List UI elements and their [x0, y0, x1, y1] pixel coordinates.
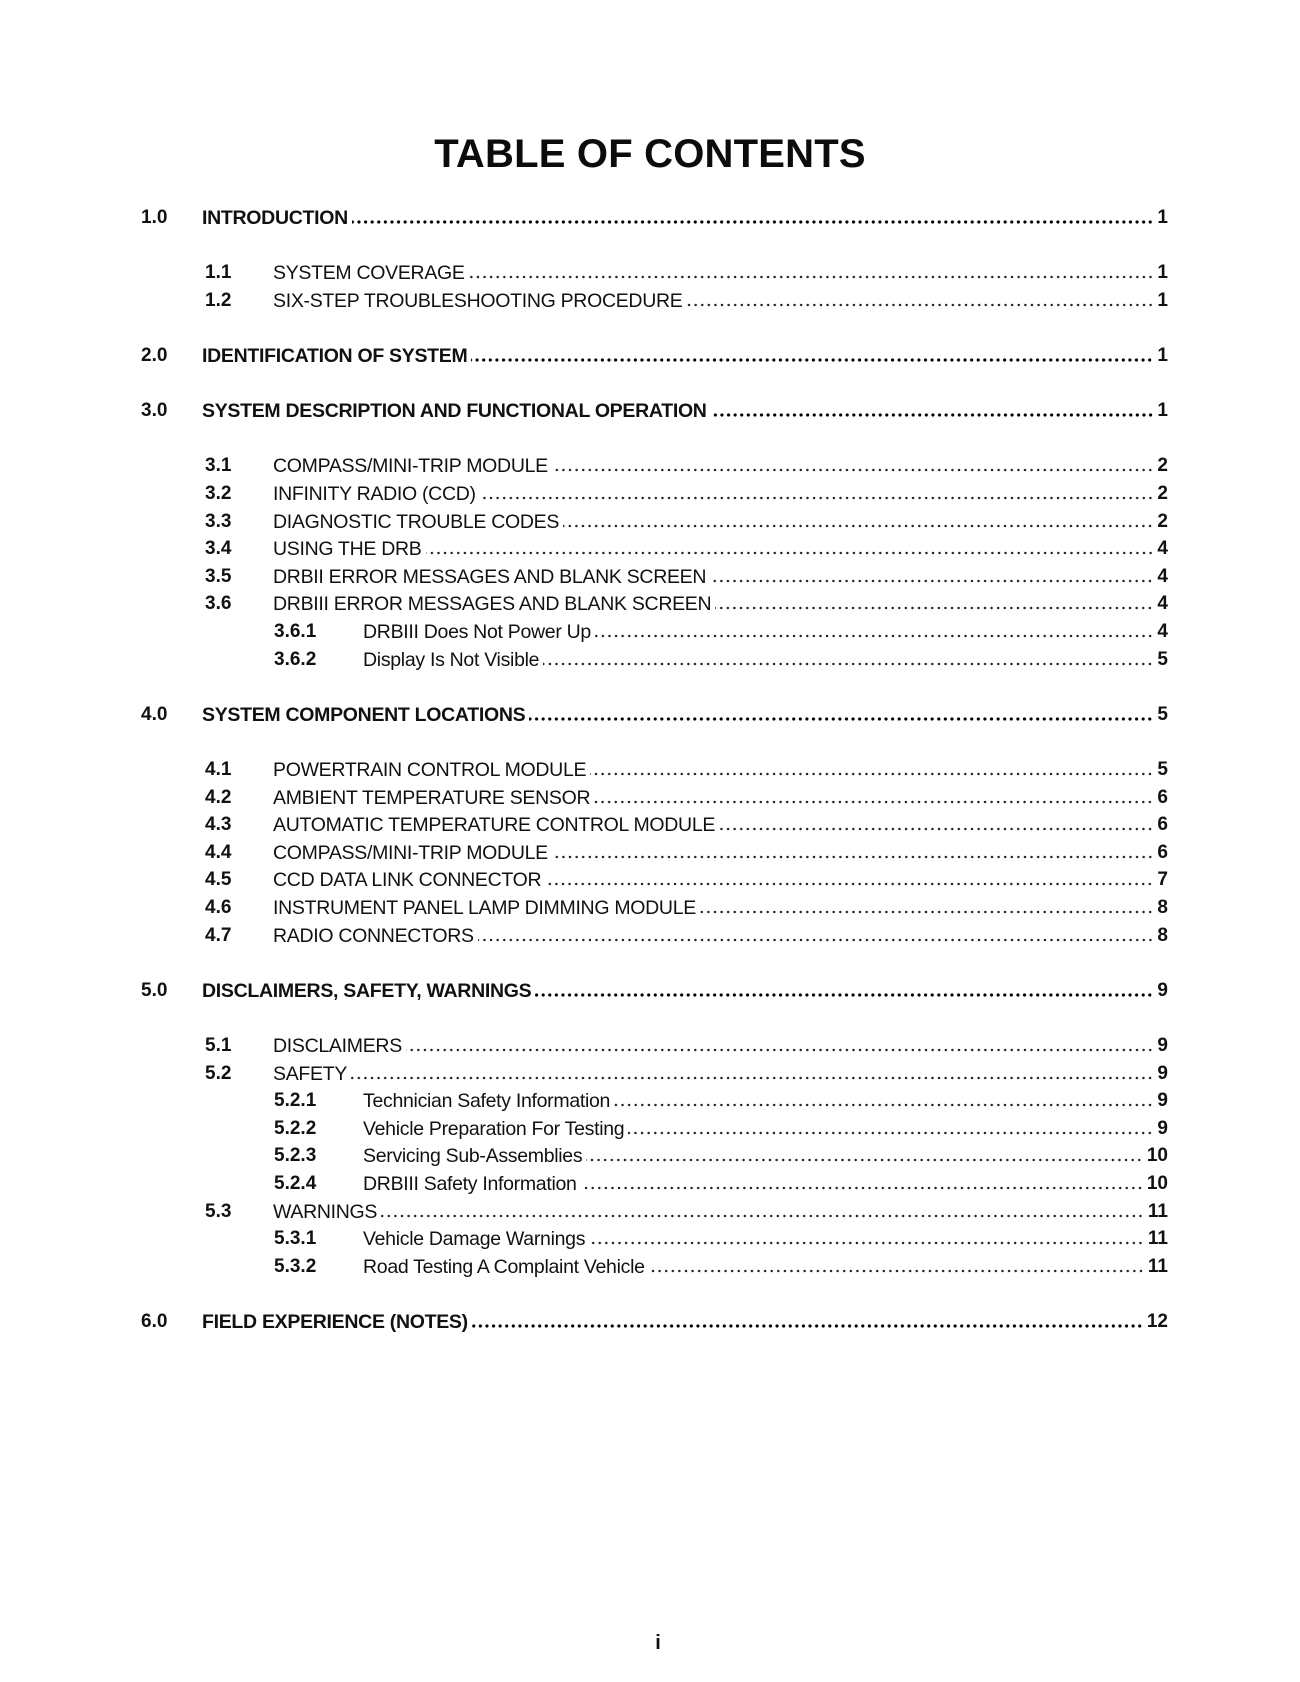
toc-entry-line	[273, 510, 1168, 534]
toc-entry-line	[202, 206, 1168, 230]
toc-subsection-entry[interactable]	[0, 592, 1300, 616]
toc-entry-page-number: 5	[1157, 648, 1168, 670]
dot-leader	[469, 274, 1154, 280]
toc-entry-line	[363, 1227, 1168, 1251]
toc-entry-title[interactable]: SYSTEM COMPONENT LOCATIONS	[202, 703, 529, 727]
toc-entry-title[interactable]: Vehicle Preparation For Testing	[363, 1117, 628, 1141]
toc-entry-line	[273, 482, 1168, 506]
toc-section-entry[interactable]	[0, 1310, 1300, 1334]
dot-leader	[535, 992, 1153, 998]
toc-subsubsection-entry[interactable]	[0, 648, 1300, 672]
toc-entry-number: 2.0	[141, 345, 168, 366]
toc-entry-page-number: 4	[1157, 538, 1168, 560]
toc-entry-line	[273, 537, 1168, 561]
dot-leader	[595, 633, 1153, 639]
toc-entry-title[interactable]: POWERTRAIN CONTROL MODULE	[273, 758, 590, 782]
toc-entry-number: 5.2.1	[274, 1090, 317, 1112]
toc-entry-page-number: 9	[1157, 1062, 1168, 1084]
toc-entry-number: 3.4	[205, 538, 232, 560]
toc-entry-line	[363, 1172, 1168, 1196]
toc-entry-line	[273, 896, 1168, 920]
toc-subsubsection-entry[interactable]	[0, 1144, 1300, 1168]
toc-entry-number: 1.0	[141, 207, 168, 228]
toc-entry-line	[273, 841, 1168, 865]
toc-entry-title[interactable]: DIAGNOSTIC TROUBLE CODES	[273, 510, 563, 534]
toc-entry-line	[273, 868, 1168, 892]
toc-entry-line	[273, 758, 1168, 782]
toc-entry-title[interactable]: FIELD EXPERIENCE (NOTES)	[202, 1310, 472, 1334]
toc-entry-page-number: 4	[1157, 565, 1168, 587]
toc-entry-page-number: 2	[1157, 455, 1168, 477]
toc-section-entry[interactable]	[0, 344, 1300, 368]
dot-leader	[710, 578, 1153, 584]
toc-entry-page-number: 4	[1157, 621, 1168, 642]
dot-leader	[719, 826, 1153, 832]
toc-entry-page-number: 6	[1157, 841, 1168, 863]
toc-entry-number: 4.5	[205, 869, 232, 891]
toc-entry-number: 1.1	[205, 262, 232, 284]
toc-subsubsection-entry[interactable]	[0, 620, 1300, 644]
toc-subsection-entry[interactable]	[0, 924, 1300, 948]
toc-subsection-entry[interactable]	[0, 868, 1300, 892]
toc-entry-title[interactable]: Display Is Not Visible	[363, 648, 543, 672]
toc-entry-line	[273, 454, 1168, 478]
toc-subsubsection-entry[interactable]	[0, 1227, 1300, 1251]
toc-entry-number: 6.0	[141, 1311, 168, 1332]
toc-entry-title[interactable]: IDENTIFICATION OF SYSTEM	[202, 344, 471, 368]
toc-entry-line	[363, 1117, 1168, 1141]
dot-leader	[471, 357, 1153, 363]
dot-leader	[594, 799, 1153, 805]
toc-entry-title[interactable]: DRBIII Safety Information	[363, 1172, 581, 1196]
dot-leader	[478, 937, 1154, 943]
dot-leader	[352, 219, 1154, 225]
toc-entry-page-number: 1	[1157, 289, 1168, 311]
dot-leader	[381, 1213, 1144, 1219]
toc-section-entry[interactable]	[0, 399, 1300, 423]
dot-leader	[590, 771, 1153, 777]
toc-entry-page-number: 2	[1157, 510, 1168, 532]
toc-entry-line	[363, 1144, 1168, 1168]
toc-entry-number: 4.1	[205, 759, 232, 780]
dot-leader	[480, 495, 1154, 501]
toc-entry-title[interactable]: Road Testing A Complaint Vehicle	[363, 1255, 649, 1279]
toc-entry-page-number: 7	[1157, 869, 1168, 891]
toc-entry-page-number: 2	[1157, 483, 1168, 504]
toc-subsection-entry[interactable]	[0, 1062, 1300, 1086]
toc-entry-number: 3.1	[205, 455, 232, 477]
toc-entry-line	[273, 1200, 1168, 1224]
toc-entry-title[interactable]: AUTOMATIC TEMPERATURE CONTROL MODULE	[273, 813, 719, 837]
toc-entry-number: 3.0	[141, 400, 168, 422]
toc-subsection-entry[interactable]	[0, 786, 1300, 810]
toc-entry-title[interactable]: WARNINGS	[273, 1200, 381, 1224]
toc-entry-title[interactable]: DISCLAIMERS, SAFETY, WARNINGS	[202, 979, 535, 1003]
toc-entry-title[interactable]: INSTRUMENT PANEL LAMP DIMMING MODULE	[273, 896, 700, 920]
dot-leader	[545, 881, 1153, 887]
toc-entry-title[interactable]: DRBII ERROR MESSAGES AND BLANK SCREEN	[273, 565, 710, 589]
toc-entry-title[interactable]: RADIO CONNECTORS	[273, 924, 478, 948]
toc-entry-line	[273, 786, 1168, 810]
toc-entry-number: 5.3	[205, 1200, 232, 1222]
toc-entry-page-number: 6	[1157, 786, 1168, 808]
toc-entry-page-number: 5	[1157, 759, 1168, 780]
toc-entry-number: 5.1	[205, 1035, 232, 1056]
toc-entry-line	[202, 344, 1168, 368]
page-title: TABLE OF CONTENTS	[434, 132, 866, 176]
toc-subsection-entry[interactable]	[0, 758, 1300, 782]
toc-entry-number: 3.6.1	[274, 621, 317, 642]
toc-subsubsection-entry[interactable]	[0, 1255, 1300, 1279]
toc-subsection-entry[interactable]	[0, 261, 1300, 285]
dot-leader	[351, 1075, 1153, 1081]
toc-entry-number: 3.3	[205, 510, 232, 532]
dot-leader	[614, 1102, 1153, 1108]
toc-entry-page-number: 9	[1157, 1035, 1168, 1056]
toc-entry-title[interactable]: SAFETY	[273, 1062, 351, 1086]
toc-entry-number: 4.6	[205, 897, 232, 918]
toc-entry-title[interactable]: SYSTEM COVERAGE	[273, 261, 469, 285]
toc-entry-line	[202, 399, 1168, 423]
toc-entry-number: 5.3.1	[274, 1228, 317, 1250]
toc-entry-line	[273, 565, 1168, 589]
toc-entry-title[interactable]: COMPASS/MINI-TRIP MODULE	[273, 841, 552, 865]
toc-entry-title[interactable]: CCD DATA LINK CONNECTOR	[273, 868, 545, 892]
toc-entry-line	[202, 703, 1168, 727]
toc-entry-line	[363, 648, 1168, 672]
toc-entry-line	[273, 813, 1168, 837]
toc-entry-number: 3.2	[205, 483, 232, 504]
toc-entry-title[interactable]: DRBIII ERROR MESSAGES AND BLANK SCREEN	[273, 592, 715, 616]
toc-entry-page-number: 11	[1147, 1255, 1168, 1277]
dot-leader	[589, 1240, 1144, 1246]
dot-leader	[552, 467, 1154, 473]
toc-entry-number: 5.2.4	[274, 1173, 317, 1194]
dot-leader	[529, 716, 1153, 722]
toc-entry-title[interactable]: COMPASS/MINI-TRIP MODULE	[273, 454, 552, 478]
toc-entry-title[interactable]: Servicing Sub-Assemblies	[363, 1144, 586, 1168]
toc-entry-title[interactable]: DISCLAIMERS	[273, 1034, 406, 1058]
toc-entry-line	[273, 1062, 1168, 1086]
toc-entry-line	[273, 924, 1168, 948]
toc-subsection-entry[interactable]	[0, 454, 1300, 478]
toc-entry-number: 5.2.2	[274, 1117, 317, 1139]
toc-subsection-entry[interactable]	[0, 510, 1300, 534]
toc-entry-number: 4.3	[205, 814, 232, 836]
dot-leader	[563, 523, 1153, 529]
toc-entry-page-number: 9	[1157, 1090, 1168, 1112]
toc-section-entry[interactable]	[0, 979, 1300, 1003]
toc-subsection-entry[interactable]	[0, 841, 1300, 865]
toc-entry-number: 4.7	[205, 924, 232, 946]
toc-entry-line	[202, 979, 1168, 1003]
dot-leader	[687, 302, 1154, 308]
dot-leader	[581, 1185, 1143, 1191]
toc-entry-number: 5.2	[205, 1062, 232, 1084]
dot-leader	[715, 605, 1153, 611]
toc-entry-page-number: 10	[1146, 1173, 1168, 1194]
dot-leader	[700, 909, 1153, 915]
toc-entry-number: 3.5	[205, 565, 232, 587]
toc-entry-title[interactable]: Vehicle Damage Warnings	[363, 1227, 589, 1251]
toc-entry-page-number: 8	[1157, 897, 1168, 918]
toc-entry-page-number: 11	[1147, 1228, 1168, 1250]
toc-entry-page-number: 9	[1157, 1117, 1168, 1139]
toc-entry-title[interactable]: USING THE DRB	[273, 537, 426, 561]
toc-entry-line	[273, 289, 1168, 313]
toc-subsection-entry[interactable]	[0, 289, 1300, 313]
toc-entry-title[interactable]: Technician Safety Information	[363, 1089, 614, 1113]
toc-entry-number: 3.6.2	[274, 648, 317, 670]
toc-entry-title[interactable]: DRBIII Does Not Power Up	[363, 620, 595, 644]
toc-entry-title[interactable]: SYSTEM DESCRIPTION AND FUNCTIONAL OPERATION	[202, 399, 711, 423]
toc-entry-line	[363, 620, 1168, 644]
toc-entry-title[interactable]: AMBIENT TEMPERATURE SENSOR	[273, 786, 594, 810]
toc-entry-page-number: 12	[1146, 1311, 1168, 1332]
toc-entry-page-number: 1	[1157, 207, 1168, 228]
toc-entry-line	[273, 261, 1168, 285]
toc-entry-number: 4.2	[205, 786, 232, 808]
toc-entry-number: 4.4	[205, 841, 232, 863]
toc-subsection-entry[interactable]	[0, 813, 1300, 837]
toc-entry-page-number: 11	[1147, 1200, 1168, 1222]
toc-entry-page-number: 9	[1157, 979, 1168, 1001]
toc-entry-page-number: 8	[1157, 924, 1168, 946]
toc-subsection-entry[interactable]	[0, 482, 1300, 506]
toc-subsection-entry[interactable]	[0, 537, 1300, 561]
toc-subsection-entry[interactable]	[0, 1034, 1300, 1058]
toc-entry-title[interactable]: INFINITY RADIO (CCD)	[273, 482, 480, 506]
toc-entry-page-number: 1	[1157, 400, 1168, 422]
toc-entry-page-number: 1	[1157, 262, 1168, 284]
toc-entry-line	[363, 1089, 1168, 1113]
dot-leader	[711, 412, 1154, 418]
toc-entry-line	[273, 592, 1168, 616]
toc-entry-page-number: 5	[1157, 703, 1168, 725]
toc-entry-page-number: 1	[1157, 345, 1168, 366]
toc-entry-title[interactable]: INTRODUCTION	[202, 206, 352, 230]
toc-entry-line	[363, 1255, 1168, 1279]
footer-page-number: i	[655, 1632, 661, 1654]
toc-entry-number: 1.2	[205, 289, 232, 311]
toc-entry-line	[202, 1310, 1168, 1334]
toc-subsubsection-entry[interactable]	[0, 1117, 1300, 1141]
toc-section-entry[interactable]	[0, 206, 1300, 230]
dot-leader	[649, 1268, 1144, 1274]
toc-entry-page-number: 6	[1157, 814, 1168, 836]
dot-leader	[552, 854, 1154, 860]
dot-leader	[426, 550, 1154, 556]
toc-entry-line	[273, 1034, 1168, 1058]
toc-section-entry[interactable]	[0, 703, 1300, 727]
toc-entry-number: 4.0	[141, 703, 168, 725]
dot-leader	[628, 1130, 1153, 1136]
toc-entry-number: 5.3.2	[274, 1255, 317, 1277]
toc-subsection-entry[interactable]	[0, 896, 1300, 920]
toc-entry-page-number: 10	[1146, 1145, 1168, 1167]
dot-leader	[472, 1323, 1143, 1329]
toc-entry-number: 5.0	[141, 979, 168, 1001]
toc-subsubsection-entry[interactable]	[0, 1089, 1300, 1113]
toc-entry-number: 3.6	[205, 593, 232, 615]
toc-subsection-entry[interactable]	[0, 1200, 1300, 1224]
toc-subsection-entry[interactable]	[0, 565, 1300, 589]
dot-leader	[406, 1047, 1154, 1053]
toc-entry-number: 5.2.3	[274, 1145, 317, 1167]
dot-leader	[586, 1157, 1143, 1163]
dot-leader	[543, 661, 1153, 667]
toc-subsubsection-entry[interactable]	[0, 1172, 1300, 1196]
toc-entry-title[interactable]: SIX-STEP TROUBLESHOOTING PROCEDURE	[273, 289, 687, 313]
toc-entry-page-number: 4	[1157, 593, 1168, 615]
